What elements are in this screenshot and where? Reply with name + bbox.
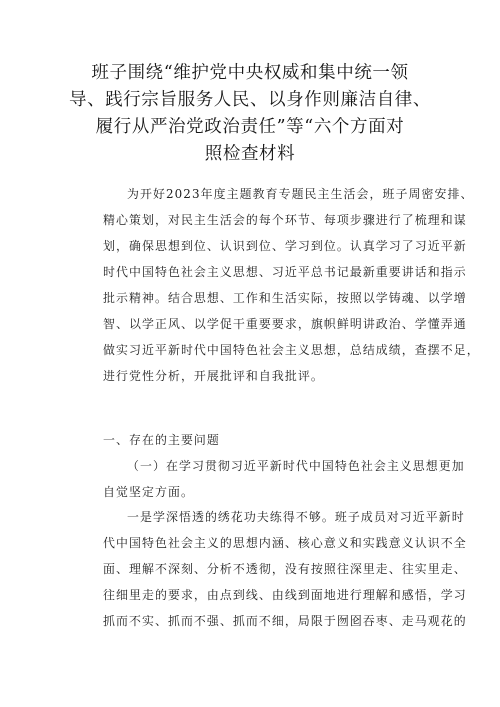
paragraph-line: 做实习近平新时代中国特色社会主义思想，总结成绩，查摆不足， (103, 343, 480, 357)
point-paragraph (103, 504, 467, 634)
paragraph-line: 往细里走的要求，由点到线、由线到面地进行理解和感悟，学习 (103, 588, 467, 602)
document-title (60, 60, 440, 168)
title-line: 导、践行宗旨服务人民、以身作则廉洁自律、 (69, 90, 431, 110)
paragraph-line: 代中国特色社会主义的思想内涵、核心意义和实践意义认识不全 (103, 536, 467, 550)
paragraph-line: 精心策划，对民主生活会的每个环节、每项步骤进行了梳理和谋 (103, 213, 467, 227)
section-heading (103, 427, 429, 453)
intro-paragraph (103, 181, 480, 389)
title-line: 照检查材料 (204, 144, 296, 164)
paragraph-line: 智、以学正风、以学促干重要要求，旗帜鲜明讲政治、学懂弄通 (103, 317, 467, 331)
paragraph-line: 批示精神。结合思想、工作和生活实际，按照以学铸魂、以学增 (103, 291, 467, 305)
title-line: 班子围绕“维护党中央权威和集中统一领 (91, 63, 409, 83)
subsection-heading (103, 453, 465, 505)
paragraph-line: 时代中国特色社会主义思想、习近平总书记最新重要讲话和指示 (103, 265, 467, 279)
title-line: 履行从严治党政治责任”等“六个方面对 (95, 117, 405, 137)
paragraph-line: 抓而不实、抓而不强、抓而不细，局限于囫囵吞枣、走马观花的 (103, 614, 467, 628)
section-heading-text: 一、存在的主要问题 (103, 433, 220, 447)
paragraph-line: 为开好2023年度主题教育专题民主生活会，班子周密安排、 (127, 187, 474, 201)
paragraph-line: 划，确保思想到位、认识到位、学习到位。认真学习了习近平新 (103, 239, 467, 253)
paragraph-line: 进行党性分析，开展批评和自我批评。 (103, 369, 324, 383)
paragraph-line: 自觉坚定方面。 (103, 485, 194, 499)
paragraph-line: （一）在学习贯彻习近平新时代中国特色社会主义思想更加 (127, 459, 465, 473)
paragraph-line: 面、理解不深刻、分析不透彻，没有按照往深里走、往实里走、 (103, 562, 467, 576)
paragraph-line: 一是学深悟透的绣花功夫练得不够。班子成员对习近平新时 (127, 510, 465, 524)
